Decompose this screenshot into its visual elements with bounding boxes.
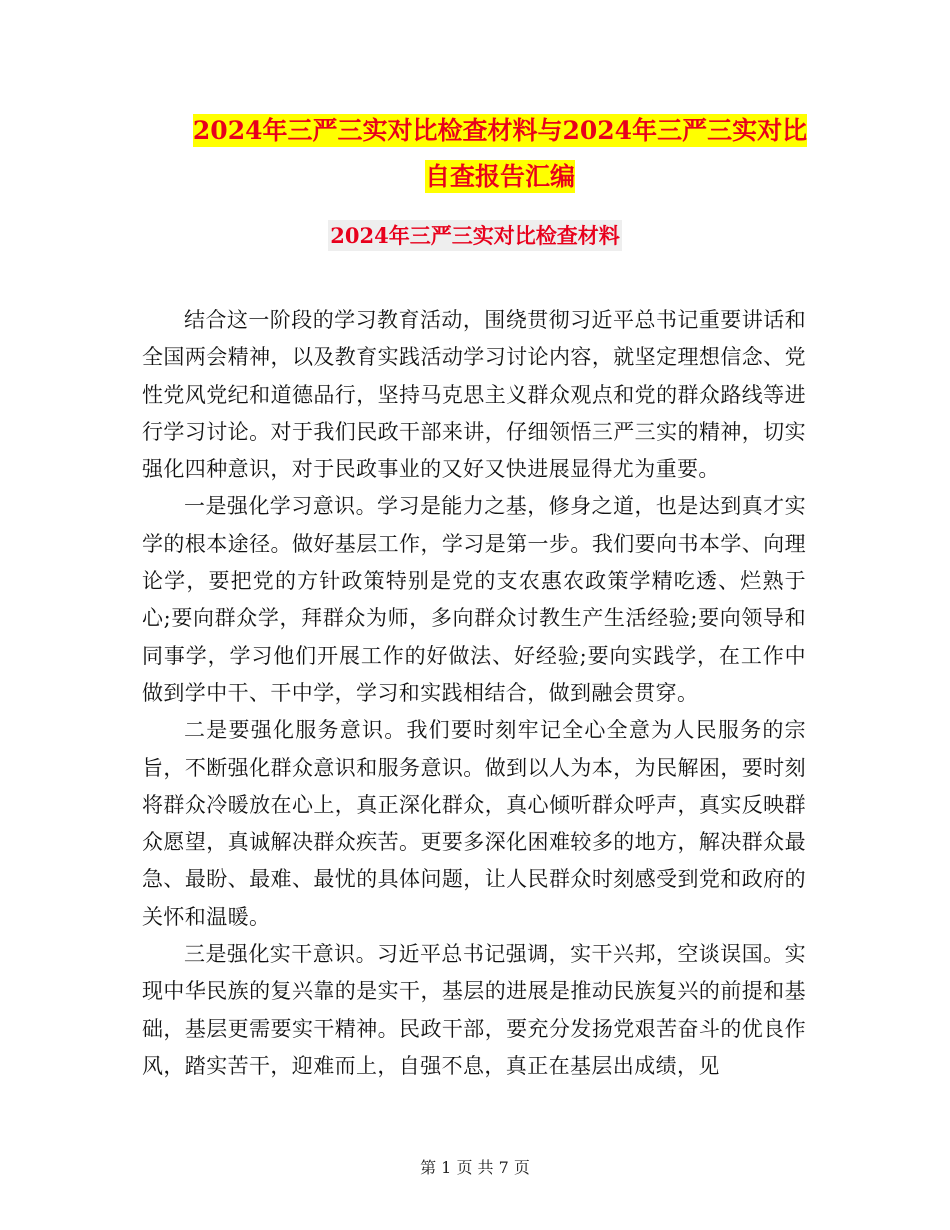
body-text [142,302,806,1085]
page-footer: 第 1 页 共 7 页 [420,1158,530,1177]
document-title [140,108,860,200]
section-title [140,217,810,255]
document-title-line1: 2024年三严三实对比检查材料与2024年三严三实对比 [192,116,808,145]
section-title-text: 2024年三严三实对比检查材料 [328,220,621,251]
paragraph: 三是强化实干意识。习近平总书记强调，实干兴邦，空谈误国。实现中华民族的复兴靠的是实干，基层的进展是推动民族复兴的前提和基础，基层更需要实干精神。民政干部，要充分发扬党艰苦奋斗的优良作风，踏实苦干，迎难而上，自强不息，真正在基层出成绩，见 [142,942,806,1078]
paragraph: 一是强化学习意识。学习是能力之基，修身之道，也是达到真才实学的根本途径。做好基层工作，学习是第一步。我们要向书本学、向理论学，要把党的方针政策特别是党的支农惠农政策学精吃透、烂熟于心;要向群众学，拜群众为师，多向群众讨教生产生活经验;要向领导和同事学，学习他们开展工作的好做法、好经验;要向实践学，在工作中做到学中干、干中学，学习和实践相结合，做到融会贯穿。 [142,494,806,705]
paragraph: 结合这一阶段的学习教育活动，围绕贯彻习近平总书记重要讲话和全国两会精神，以及教育实践活动学习讨论内容，就坚定理想信念、党性党风党纪和道德品行，坚持马克思主义群众观点和党的群众路线等进行学习讨论。对于我们民政干部来讲，仔细领悟三严三实的精神，切实强化四种意识，对于民政事业的又好又快进展显得尤为重要。 [142,308,806,482]
paragraph: 二是要强化服务意识。我们要时刻牢记全心全意为人民服务的宗旨，不断强化群众意识和服务意识。做到以人为本，为民解困，要时刻将群众冷暖放在心上，真正深化群众，真心倾听群众呼声，真实反映群众愿望，真诚解决群众疾苦。更要多深化困难较多的地方，解决群众最急、最盼、最难、最忧的具体问题，让人民群众时刻感受到党和政府的关怀和温暖。 [142,718,806,929]
document-title-line2: 自查报告汇编 [424,162,575,191]
